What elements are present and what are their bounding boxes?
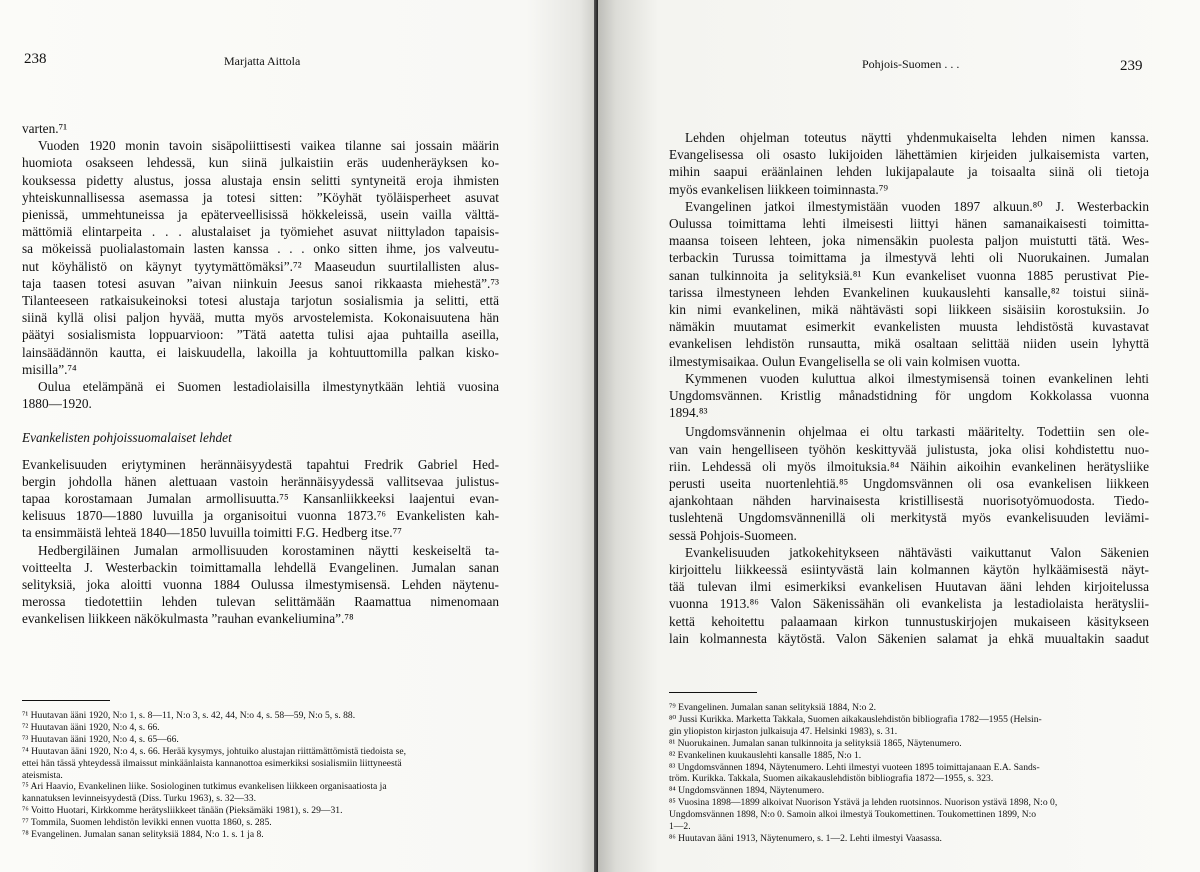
body-line: Evankelisuuden eriytyminen herännäisyydestä tapahtui Fredrik Gabriel Hed-: [22, 456, 499, 472]
footnote-line: ⁷⁹ Evangelinen. Jumalan sanan selityksiä 1884, N:o 2.: [669, 702, 877, 713]
body-line: selityksiä, joka aloitti vuonna 1884 Oulussa ilmestymisensä. Lehden näytenu-: [22, 577, 499, 593]
body-line: pienissä, ummehtuneissa ja epäterveellisissä hökkeleissä, usein vailla välttä-: [22, 207, 499, 223]
body-line: evankelisen lehdistön runsautta, mikä osaltaan selittää niiden usein lyhyttä: [669, 336, 1149, 352]
page-number-right: 239: [1120, 58, 1143, 74]
body-line: kouksessa pidetty alustus, jossa alustaja ensin selitti syntyneitä eroja ihmisten: [22, 172, 499, 188]
body-line: siinä kyllä olisi paljon hyvää, mutta myös arvostelemista. Kokonaisuutena hän: [22, 310, 499, 326]
body-line: vuonna 1913.⁸⁶ Valon Säkenissähän oli evankelista ja lestadiolaista herätyslii-: [669, 596, 1149, 612]
footnote-line: ⁷⁵ Ari Haavio, Evankelinen liike. Sosiologinen tutkimus evankelisen liikkeen organisaatiosta ja: [22, 781, 387, 793]
body-line: Vuoden 1920 monin tavoin sisäpoliittisesti vaikea tilanne sai jossain määrin: [38, 138, 499, 154]
body-line: lainsäädännön kautta, ei laiskuudella, lakoilla ja kohtuuttomilla palkan kisko-: [22, 344, 499, 360]
right-page: [598, 0, 1200, 872]
body-line: riin. Lehdessä oli myös ilmoituksia.⁸⁴ Näihin aikoihin evankelinen herätysliike: [669, 458, 1149, 474]
footnote-line: kannatuksen levinneisyydestä (Diss. Turku 1963), s. 32—33.: [22, 793, 256, 805]
footnote-line: ⁷² Huutavan ääni 1920, N:o 4, s. 66.: [22, 721, 160, 733]
body-line: 1894.⁸³: [669, 405, 708, 421]
body-line: 1880—1920.: [22, 396, 92, 412]
body-line: Lehden ohjelman toteutus näytti yhdenmukaiselta lehden nimen kanssa.: [685, 130, 1149, 145]
body-line: misilla”.⁷⁴: [22, 361, 77, 377]
body-line: Tilanteeseen ratkaisukeinoksi totesi alustaja tarjotun sosialismia ja selitti, että: [22, 293, 499, 309]
footnote-line: ateismista.: [22, 769, 63, 781]
footnote-line: tröm. Kurikka. Takkala, Suomen aikakauslehdistön bibliografia 1872—1955, s. 323.: [669, 773, 994, 785]
body-line: sanan tulkinnoita ja selityksiä.⁸¹ Kun evankeliset vuonna 1885 perustivat Pie-: [669, 267, 1149, 283]
body-line: bergin johdolla hänen alettuaan vastoin herännäisyydessä vallitsevaa julistus-: [22, 473, 499, 489]
right-body-text: [669, 129, 1149, 647]
footnote-line: ⁷⁴ Huutavan ääni 1920, N:o 4, s. 66. Herää kysymys, johtuiko alustajan riittämättömistä tiedoista se,: [22, 745, 406, 757]
footnote-line: ⁷⁶ Voitto Huotari, Kirkkomme herätysliikkeet tänään (Pieksämäki 1981), s. 29—31.: [22, 805, 343, 817]
page-number-left: 238: [24, 51, 47, 67]
footnote-line: ⁸¹ Nuorukainen. Jumalan sanan tulkinnoita ja selityksiä 1865, Näytenumero.: [669, 737, 962, 749]
footnote-rule-right: [669, 692, 757, 693]
body-line: Oulussa toimittama lehti ilmeisesti liittyi hänen samanaikaisesti toimitta-: [669, 216, 1149, 232]
body-line: perusti useita nuortenlehtiä.⁸⁵ Ungdomsvännen oli osa evankelisen liikkeen: [669, 476, 1149, 492]
footnote-line: ⁷¹ Huutavan ääni 1920, N:o 1, s. 8—11, N:o 3, s. 42, 44, N:o 4, s. 58—59, N:o 5, s. 88.: [22, 710, 356, 721]
body-line: terbackin Turussa toimittama ja ilmestyvä lehti oli Nuorukainen. Jumalan: [669, 250, 1149, 266]
running-head-left: Marjatta Aittola: [224, 54, 301, 68]
body-line: Ungdomsvännen. Kristlig månadstidning för ungdom Kokkolassa vuonna: [669, 388, 1149, 404]
footnote-line: ⁷⁸ Evangelinen. Jumalan sanan selityksiä 1884, N:o 1. s. 1 ja 8.: [22, 829, 264, 841]
body-line: Evangelinen jatkoi ilmestymistään vuoden 1897 alkuun.⁸⁰ J. Westerbackin: [685, 198, 1149, 214]
footnote-line: ⁸⁶ Huutavan ääni 1913, Näytenumero, s. 1—2. Lehti ilmestyi Vaasassa.: [669, 832, 942, 844]
body-line: Oulua etelämpänä ei Suomen lestadiolaisilla ilmestynytkään lehtiä vuosina: [38, 379, 499, 395]
body-line: nämäkin muutamat esimerkit evankelisten muusta lehdistöstä kuvastavat: [669, 319, 1149, 335]
left-body-text: [22, 120, 499, 628]
body-line: evankelisen liikkeen näkökulmasta ”rauhan evankeliumina”.⁷⁸: [22, 611, 354, 627]
body-line: kelisuus 1870—1880 luvuilla ja organisoitui vuonna 1873.⁷⁶ Evankelisten kah-: [22, 508, 499, 524]
body-line: lain kolmannesta käytöstä. Valon Säkenien salamat ja ehkä muualtakin saadut: [669, 630, 1149, 646]
footnote-line: ⁸⁰ Jussi Kurikka. Marketta Takkala, Suomen aikakauslehdistön bibliografia 1782—1955 (Helsin-: [669, 713, 1042, 725]
right-footnotes: [669, 702, 1149, 845]
body-line: kirjoittelu liikkeessä esiintyvästä lain kolmannen käytön hylkäämisestä näyt-: [669, 562, 1149, 578]
body-line: ilmestymisaikaa. Oulun Evangelisella se oli vain kolmisen vuotta.: [669, 353, 1021, 369]
body-line: varten.⁷¹: [22, 121, 68, 136]
body-line: merossa tiedotettiin lehden tulevan selittämään Raamattua nimenomaan: [22, 594, 499, 610]
footnote-rule-left: [22, 700, 110, 701]
body-line: yhteiskunnallisessa asemassa ja totesi sitten: ”Köyhät työläisperheet asuvat: [22, 189, 499, 205]
body-line: myös evankelisen liikkeen toiminnasta.⁷⁹: [669, 181, 889, 197]
body-line: Evankelisuuden jatkokehitykseen nähtävästi vaikuttanut Valon Säkenien: [685, 544, 1149, 560]
left-footnotes: [22, 710, 499, 841]
body-line: voitteelta J. Westerbackin toimittamalla lehdellä Evangelinen. Jumalan sanan: [22, 559, 499, 575]
body-line: huomiota osakseen lehdessä, kun siinä julkaistiin eräs uudenheräyksen ko-: [22, 155, 499, 171]
body-line: ajankohtaan nähden harvinaisesta kristillisestä nuorisotyömuodosta. Tiedo-: [669, 493, 1149, 509]
running-head-right: Pohjois-Suomen . . .: [862, 57, 960, 71]
body-line: ta ensimmäistä lehteä 1840—1850 luvuilla toimitti F.G. Hedberg itse.⁷⁷: [22, 525, 402, 541]
footnote-line: Ungdomsvännen 1898, N:o 0. Samoin alkoi ilmestyä Toukomettinen. Toukomettinen 1899, N:o: [669, 809, 1037, 821]
body-line: kin nimi evankelinen, mikä nähtävästi sopi liikkeen sisäisiin korostuksiin. Jo: [669, 302, 1149, 318]
footnote-line: ⁸⁴ Ungdomsvännen 1894, Näytenumero.: [669, 785, 825, 797]
footnote-line: ⁷³ Huutavan ääni 1920, N:o 4, s. 65—66.: [22, 733, 179, 745]
body-line: Evangelisessa oli osasto lukijoiden lähettämien kirjeiden julkaisemista varten,: [669, 147, 1149, 163]
body-line: tuslehtenä Ungdomsvännenillä oli merkitystä myös evankelisuuden leviämi-: [669, 510, 1149, 526]
footnote-line: ettei hän tässä yhteydessä ilmaissut minkäänlaista kannanottoa esimerkiksi sosialismiin liittyneestä: [22, 757, 402, 769]
body-line: mihin saapui eräänlainen lehden lukijapalaute ja toisaalta siinä oli tietoja: [669, 164, 1149, 180]
body-line: tää tulevan ilmi esimerkiksi evankelisen Huutavan ääni lehden kirjoitelussa: [669, 579, 1149, 595]
footnote-line: 1—2.: [669, 821, 691, 833]
left-page: [0, 0, 598, 872]
body-line: tarissa ilmestyneen lehden Evankelinen kuukauslehti kansalle,⁸² toistui siinä-: [669, 284, 1149, 300]
body-line: sessä Pohjois-Suomeen.: [669, 527, 797, 543]
body-line: kettä kehoitettu palaamaan kirkon tunnustuskirjojen mukaiseen käsitykseen: [669, 613, 1149, 629]
body-line: Hedbergiläinen Jumalan armollisuuden korostaminen näytti keskeiseltä ta-: [38, 542, 499, 558]
body-line: taja taasen totesi asuvan ”aivan niinkuin Jeesus sanoi rikkaasta miehestä”.⁷³: [22, 275, 499, 291]
body-line: Ungdomsvännenin ohjelmaa ei oltu tarkasti määritelty. Todettiin sen ole-: [685, 424, 1149, 440]
body-line: nut köyhälistö on käynyt tyytymättömäksi”.⁷² Maaseudun suurtilallisten alus-: [22, 258, 499, 274]
footnote-line: ⁸⁵ Vuosina 1898—1899 alkoivat Nuorison Ystävä ja lehden ruotsinnos. Nuorison ystävä 1898, N:o 0,: [669, 797, 1058, 809]
body-line: mättömiä elintarpeita . . . alustalaiset ja työmiehet asuvat niittyladon tapaisis-: [22, 224, 499, 240]
footnote-line: gin yliopiston kirjaston julkaisuja 47. Helsinki 1983), s. 31.: [669, 725, 898, 737]
body-line: tapaa korostamaan Jumalan armollisuutta.⁷⁵ Kansanliikkeeksi laajentui evan-: [22, 491, 499, 507]
section-heading: Evankelisten pohjoissuomalaiset lehdet: [22, 430, 232, 446]
body-line: van vain hengelliseen työhön keskittyvää julistusta, joka olisi kohdistettu nuo-: [669, 441, 1149, 457]
body-line: päätyi sosialismista loppuarvioon: ”Tätä aatetta tulisi ajaa puhtailla aseilla,: [22, 327, 499, 343]
footnote-line: ⁷⁷ Tommila, Suomen lehdistön levikki ennen vuotta 1860, s. 285.: [22, 817, 272, 829]
body-line: Kymmenen vuoden kuluttua alkoi ilmestymisensä toinen evankelinen lehti: [685, 370, 1149, 386]
footnote-line: ⁸² Evankelinen kuukauslehti kansalle 1885, N:o 1.: [669, 749, 862, 761]
body-line: maansa toiseen lehteen, joka nimensäkin puolesta paljon muistutti tätä. Wes-: [669, 233, 1149, 249]
body-line: sa mökeissä puolialastomain lasten kanssa . . . onko sitten ihme, jos valveutu-: [22, 241, 499, 257]
footnote-line: ⁸³ Ungdomsvännen 1894, Näytenumero. Lehti ilmestyi vuoteen 1895 toimittajanaan E.A. Sands-: [669, 761, 1040, 773]
